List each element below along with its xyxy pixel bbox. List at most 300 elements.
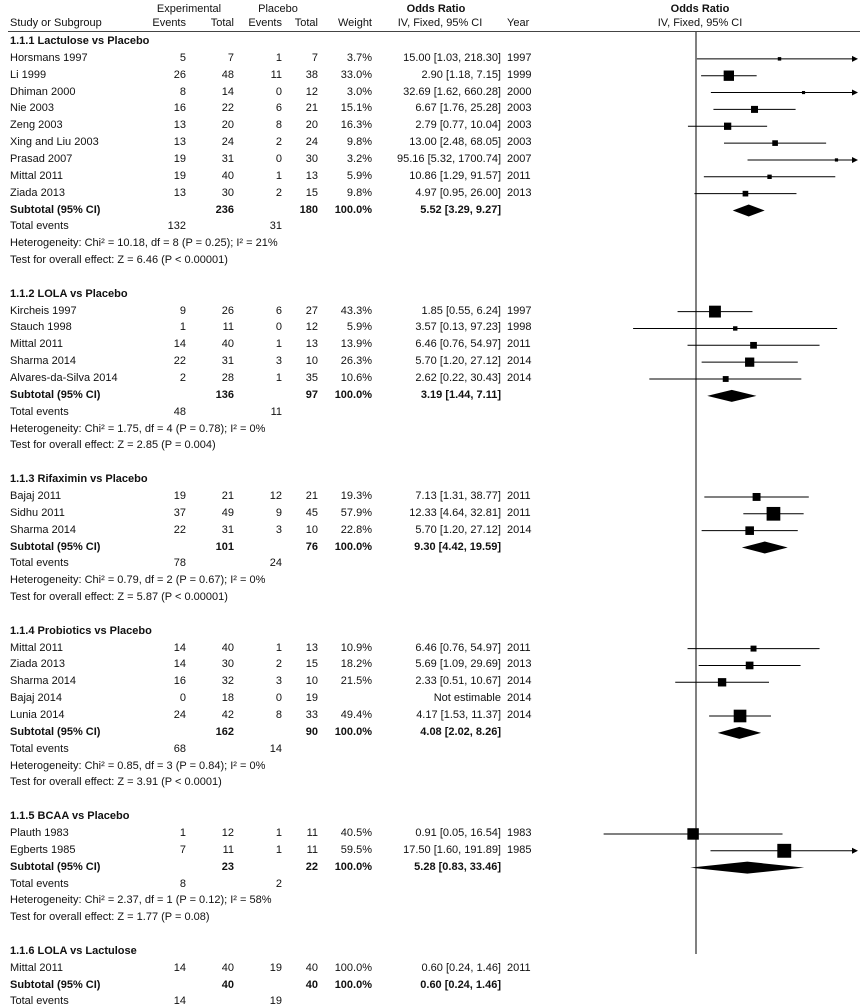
study-events-pla: 3 [275,355,282,368]
study-ci: 0.60 [0.24, 1.46] [421,961,501,974]
study-weight: 13.9% [340,338,372,351]
study-total-pla: 35 [305,372,318,384]
study-total-exp: 12 [221,826,234,839]
header-events-exp: Events [152,17,186,29]
study-events-exp: 19 [173,169,186,182]
study-marker [724,71,734,81]
study-year: 1985 [507,843,532,856]
study-name: Mittal 2011 [10,641,63,654]
study-events-pla: 0 [275,152,282,165]
study-ci: 7.13 [1.31, 38.77] [415,489,501,502]
study-year: 2003 [507,102,532,115]
subtotal-weight: 100.0% [334,978,372,991]
total-events-pla: 31 [269,220,282,233]
study-year: 2007 [507,152,532,165]
plot-title: Odds Ratio [670,3,730,15]
subtotal-diamond [742,542,788,554]
study-total-pla: 13 [305,338,318,351]
study-events-pla: 6 [275,304,282,317]
header-weight: Weight [337,17,372,29]
study-events-exp: 1 [179,826,186,839]
study-weight: 57.9% [340,506,372,519]
study-ci: 2.79 [0.77, 10.04] [415,119,501,132]
study-total-exp: 31 [221,523,234,536]
study-events-pla: 1 [275,51,282,64]
study-events-pla: 1 [275,372,282,384]
total-events-pla: 2 [275,877,282,890]
subtotal-total-pla: 40 [305,978,318,991]
subtotal-total-pla: 76 [305,540,318,553]
study-weight: 19.3% [340,489,372,502]
study-marker [745,358,754,367]
total-events-exp: 8 [179,877,186,890]
header-total-exp: Total [210,17,234,29]
study-ci: 6.46 [0.76, 54.97] [415,641,501,654]
study-events-pla: 3 [275,675,282,688]
total-events-label: Total events [10,220,69,233]
total-events-pla: 11 [270,405,282,418]
study-events-pla: 0 [275,85,282,98]
study-events-pla: 9 [275,506,282,519]
study-total-pla: 21 [305,102,318,115]
study-year: 2011 [507,641,531,654]
study-total-exp: 32 [221,675,234,688]
study-ci: 3.57 [0.13, 97.23] [415,321,501,334]
study-total-pla: 38 [305,68,318,81]
study-total-exp: 31 [221,355,234,368]
subgroup-title: 1.1.5 BCAA vs Placebo [10,810,130,823]
study-total-exp: 20 [221,119,234,132]
study-ci: Not estimable [433,692,501,705]
study-events-pla: 1 [275,338,282,351]
study-marker [733,326,737,330]
study-total-pla: 30 [305,152,318,165]
study-events-exp: 5 [179,51,186,64]
subtotal-total-exp: 101 [215,540,234,553]
study-weight: 22.8% [340,523,372,536]
study-weight: 18.2% [340,658,372,671]
study-ci: 12.33 [4.64, 32.81] [409,506,501,519]
study-total-exp: 40 [221,961,234,974]
study-total-pla: 12 [305,321,318,334]
study-events-exp: 2 [179,372,186,384]
header-total-pla: Total [294,17,318,29]
subtotal-label: Subtotal (95% CI) [10,540,101,553]
subtotal-ci: 5.52 [3.29, 9.27] [420,203,501,216]
subtotal-diamond [707,390,756,402]
study-events-exp: 13 [173,136,186,149]
study-ci: 4.97 [0.95, 26.00] [415,186,501,199]
study-marker [767,175,771,179]
study-ci: 15.00 [1.03, 218.30] [403,51,501,64]
study-name: Ziada 2013 [10,186,66,199]
study-total-exp: 40 [221,338,234,351]
subtotal-total-exp: 40 [221,978,234,991]
study-name: Sidhu 2011 [10,506,65,519]
study-name: Lunia 2014 [10,709,65,721]
total-events-label: Total events [10,742,69,755]
subtotal-total-pla: 22 [305,860,318,873]
plot-subtitle: IV, Fixed, 95% CI [657,17,743,29]
study-weight: 40.5% [340,826,372,839]
study-year: 2014 [507,675,532,688]
study-events-exp: 0 [179,692,186,705]
study-year: 2011 [507,506,531,519]
overall-effect-text: Test for overall effect: Z = 6.46 (P < 0.00001) [10,254,228,267]
study-marker [723,376,729,382]
study-total-exp: 30 [221,658,234,671]
study-weight: 5.9% [346,169,372,182]
study-year: 2014 [507,355,532,368]
study-weight: 33.0% [340,68,372,81]
study-events-exp: 26 [173,68,186,81]
study-weight: 49.4% [340,709,372,721]
study-total-pla: 10 [305,523,318,536]
study-total-exp: 26 [221,304,234,317]
study-name: Zeng 2003 [10,119,63,132]
study-ci: 4.17 [1.53, 11.37] [416,709,501,721]
subtotal-label: Subtotal (95% CI) [10,203,101,216]
study-year: 1997 [507,51,532,64]
study-events-exp: 22 [173,355,186,368]
study-events-exp: 9 [179,304,186,317]
study-0-6-arrow-right [852,157,858,163]
study-events-pla: 11 [270,68,282,81]
header-study: Study or Subgroup [10,17,102,29]
study-name: Nie 2003 [10,102,55,115]
study-events-pla: 6 [275,102,282,115]
study-year: 2014 [507,709,532,721]
subtotal-ci: 9.30 [4.42, 19.59] [414,540,501,553]
header-group-placebo: Placebo [258,3,298,15]
study-total-exp: 48 [221,68,234,81]
header-group-odds-ratio: Odds Ratio [406,3,466,15]
study-total-pla: 10 [305,355,318,368]
study-year: 2011 [507,961,531,974]
study-weight: 100.0% [334,961,372,974]
total-events-exp: 14 [173,995,186,1008]
study-year: 2014 [507,523,532,536]
study-weight: 5.9% [346,321,372,334]
study-marker [753,493,761,501]
study-events-exp: 14 [173,641,186,654]
study-year: 2011 [507,489,531,502]
subtotal-label: Subtotal (95% CI) [10,860,101,873]
study-name: Prasad 2007 [10,152,73,165]
study-ci: 32.69 [1.62, 660.28] [403,85,501,98]
study-name: Dhiman 2000 [10,85,76,98]
study-name: Kircheis 1997 [10,304,77,317]
study-total-exp: 31 [221,152,234,165]
subgroup-title: 1.1.1 Lactulose vs Placebo [10,35,150,47]
study-marker [835,158,838,161]
study-events-pla: 8 [275,709,282,721]
study-total-pla: 7 [311,51,318,64]
study-total-pla: 45 [305,506,318,519]
study-events-exp: 14 [173,338,186,351]
study-name: Li 1999 [10,68,47,81]
study-ci: 10.86 [1.29, 91.57] [409,169,501,182]
study-marker [767,507,781,521]
study-events-pla: 8 [275,119,282,132]
study-events-pla: 1 [275,843,282,856]
subtotal-label: Subtotal (95% CI) [10,978,101,991]
study-events-pla: 2 [275,658,282,671]
study-total-exp: 11 [222,843,234,856]
subgroup-title: 1.1.4 Probiotics vs Placebo [10,624,152,637]
study-events-exp: 16 [173,675,186,688]
subtotal-total-exp: 236 [215,203,234,216]
header-events-pla: Events [248,17,282,29]
study-marker [718,678,726,686]
heterogeneity-text: Heterogeneity: Chi² = 2.37, df = 1 (P = 0.12); I² = 58% [10,894,272,907]
study-total-pla: 13 [305,169,318,182]
total-events-label: Total events [10,877,69,890]
subgroup-title: 1.1.2 LOLA vs Placebo [10,287,128,300]
subtotal-diamond [733,205,765,217]
subtotal-total-exp: 136 [215,388,234,401]
overall-effect-text: Test for overall effect: Z = 3.91 (P < 0.0001) [10,776,222,789]
study-events-exp: 13 [173,119,186,132]
study-year: 2014 [507,692,532,705]
study-ci: 17.50 [1.60, 191.89] [403,843,501,856]
study-name: Sharma 2014 [10,355,77,368]
subtotal-diamond [718,727,761,739]
study-marker [724,123,731,130]
total-events-exp: 48 [173,405,186,418]
overall-effect-text: Test for overall effect: Z = 1.77 (P = 0.08) [10,911,210,924]
study-marker [772,140,778,146]
header-group-experimental: Experimental [156,3,222,15]
study-total-exp: 18 [221,692,234,705]
study-events-pla: 1 [275,826,282,839]
study-weight: 26.3% [340,355,372,368]
study-year: 2003 [507,119,532,132]
subtotal-diamond [690,862,804,874]
study-marker [745,526,754,535]
study-ci: 2.62 [0.22, 30.43] [415,372,501,384]
study-year: 1983 [507,826,532,839]
study-total-exp: 49 [221,506,234,519]
study-total-exp: 14 [221,85,234,98]
study-events-exp: 14 [173,658,186,671]
study-weight: 21.5% [340,675,372,688]
study-ci: 5.70 [1.20, 27.12] [415,523,501,536]
study-events-pla: 1 [275,641,282,654]
study-events-exp: 16 [173,102,186,115]
total-events-pla: 14 [269,742,282,755]
study-name: Mittal 2011 [10,961,63,974]
study-total-pla: 12 [305,85,318,98]
study-year: 1999 [507,68,532,81]
study-events-exp: 8 [179,85,186,98]
study-name: Sharma 2014 [10,523,77,536]
study-ci: 1.85 [0.55, 6.24] [421,304,501,317]
study-name: Mittal 2011 [10,169,63,182]
study-events-exp: 22 [173,523,186,536]
study-events-exp: 1 [179,321,186,334]
study-events-exp: 7 [179,843,186,856]
study-0-0-arrow-right [852,56,858,62]
study-events-pla: 12 [269,489,282,502]
study-weight: 59.5% [340,843,372,856]
study-events-pla: 1 [275,169,282,182]
study-weight: 43.3% [340,304,372,317]
study-events-pla: 2 [275,136,282,149]
study-ci: 95.16 [5.32, 1700.74] [397,152,501,165]
study-total-pla: 40 [305,961,318,974]
study-weight: 3.0% [346,85,372,98]
study-ci: 6.46 [0.76, 54.97] [415,338,501,351]
study-weight: 9.8% [346,186,372,199]
study-year: 1997 [507,304,532,317]
study-weight: 16.3% [340,119,372,132]
study-total-pla: 11 [306,826,318,839]
study-events-exp: 13 [173,186,186,199]
study-total-pla: 27 [305,304,318,317]
heterogeneity-text: Heterogeneity: Chi² = 10.18, df = 8 (P = 0.25); I² = 21% [10,237,278,250]
subtotal-total-pla: 180 [299,203,318,216]
subtotal-total-pla: 97 [305,388,318,401]
study-total-pla: 15 [305,186,318,199]
study-marker [802,91,805,94]
study-name: Ziada 2013 [10,658,66,671]
total-events-exp: 68 [173,742,186,755]
study-events-exp: 19 [173,489,186,502]
study-year: 2000 [507,85,532,98]
overall-effect-text: Test for overall effect: Z = 2.85 (P = 0.004) [10,439,216,452]
subtotal-ci: 0.60 [0.24, 1.46] [420,978,501,991]
heterogeneity-text: Heterogeneity: Chi² = 0.79, df = 2 (P = 0.67); I² = 0% [10,574,266,587]
subtotal-weight: 100.0% [334,860,372,873]
heterogeneity-text: Heterogeneity: Chi² = 1.75, df = 4 (P = 0.78); I² = 0% [10,422,266,435]
header-year: Year [507,17,530,29]
study-events-pla: 0 [275,692,282,705]
heterogeneity-text: Heterogeneity: Chi² = 0.85, df = 3 (P = 0.84); I² = 0% [10,759,266,772]
subtotal-weight: 100.0% [334,388,372,401]
study-total-exp: 11 [222,321,234,334]
study-total-exp: 21 [221,489,234,502]
study-total-pla: 11 [306,843,318,856]
study-total-pla: 19 [305,692,318,705]
study-total-pla: 20 [305,119,318,132]
total-events-label: Total events [10,995,69,1008]
study-ci: 0.91 [0.05, 16.54] [415,826,501,839]
study-year: 1998 [507,321,532,334]
study-year: 2003 [507,136,532,149]
study-ci: 5.69 [1.09, 29.69] [415,658,501,671]
study-name: Stauch 1998 [10,321,72,334]
study-ci: 13.00 [2.48, 68.05] [409,136,501,149]
study-total-exp: 40 [221,641,234,654]
subgroup-title: 1.1.6 LOLA vs Lactulose [10,944,137,957]
study-total-pla: 24 [305,136,318,149]
total-events-label: Total events [10,405,69,418]
study-events-pla: 19 [269,961,282,974]
study-weight: 9.8% [346,136,372,149]
study-year: 2011 [507,169,531,182]
study-year: 2013 [507,658,532,671]
study-4-1-arrow-right [852,848,858,854]
header-method: IV, Fixed, 95% CI [397,17,483,29]
total-events-pla: 24 [269,557,282,570]
study-total-exp: 7 [227,51,234,64]
study-ci: 6.67 [1.76, 25.28] [415,102,501,115]
study-total-exp: 40 [221,169,234,182]
study-ci: 2.33 [0.51, 10.67] [415,675,501,688]
total-events-exp: 132 [167,220,186,233]
total-events-exp: 78 [173,557,186,570]
study-name: Sharma 2014 [10,675,77,688]
subtotal-ci: 4.08 [2.02, 8.26] [420,725,501,738]
subtotal-weight: 100.0% [334,725,372,738]
study-name: Plauth 1983 [10,826,69,839]
study-marker [687,828,698,839]
study-marker [751,646,757,652]
study-marker [743,191,749,197]
study-marker [777,844,791,858]
subtotal-total-exp: 162 [215,725,234,738]
study-total-exp: 22 [221,102,234,115]
study-name: Mittal 2011 [10,338,63,351]
study-name: Bajaj 2011 [10,489,62,502]
subtotal-ci: 3.19 [1.44, 7.11] [420,388,501,401]
study-total-exp: 28 [221,372,234,384]
subtotal-weight: 100.0% [334,540,372,553]
study-events-pla: 0 [275,321,282,334]
subgroup-title: 1.1.3 Rifaximin vs Placebo [10,473,148,486]
study-total-pla: 33 [305,709,318,721]
study-marker [751,106,758,113]
study-events-exp: 14 [173,961,186,974]
study-events-exp: 37 [173,506,186,519]
study-name: Egberts 1985 [10,843,76,856]
study-weight: 3.2% [346,152,372,165]
study-weight: 3.7% [346,51,372,64]
study-weight: 10.6% [340,372,372,384]
study-events-pla: 2 [275,186,282,199]
study-total-pla: 13 [305,641,318,654]
study-name: Xing and Liu 2003 [10,136,99,149]
study-total-exp: 42 [221,709,234,721]
study-marker [750,342,757,349]
subtotal-weight: 100.0% [334,203,372,216]
total-events-label: Total events [10,557,69,570]
study-total-exp: 30 [221,186,234,199]
study-year: 2013 [507,186,532,199]
subtotal-ci: 5.28 [0.83, 33.46] [414,860,501,873]
study-events-pla: 3 [275,523,282,536]
study-marker [734,710,747,723]
study-year: 2014 [507,372,532,384]
study-ci: 5.70 [1.20, 27.12] [415,355,501,368]
study-weight: 15.1% [340,102,372,115]
study-name: Alvares-da-Silva 2014 [10,372,118,384]
study-0-2-arrow-right [852,90,858,96]
study-marker [709,306,721,318]
study-name: Horsmans 1997 [10,51,88,64]
total-events-pla: 19 [269,995,282,1008]
overall-effect-text: Test for overall effect: Z = 5.87 (P < 0.00001) [10,591,228,604]
study-ci: 2.90 [1.18, 7.15] [421,68,501,81]
study-weight: 10.9% [340,641,372,654]
study-events-exp: 19 [173,152,186,165]
study-events-exp: 24 [173,709,186,721]
subtotal-label: Subtotal (95% CI) [10,725,101,738]
study-total-pla: 21 [305,489,318,502]
subtotal-total-exp: 23 [221,860,234,873]
study-year: 2011 [507,338,531,351]
